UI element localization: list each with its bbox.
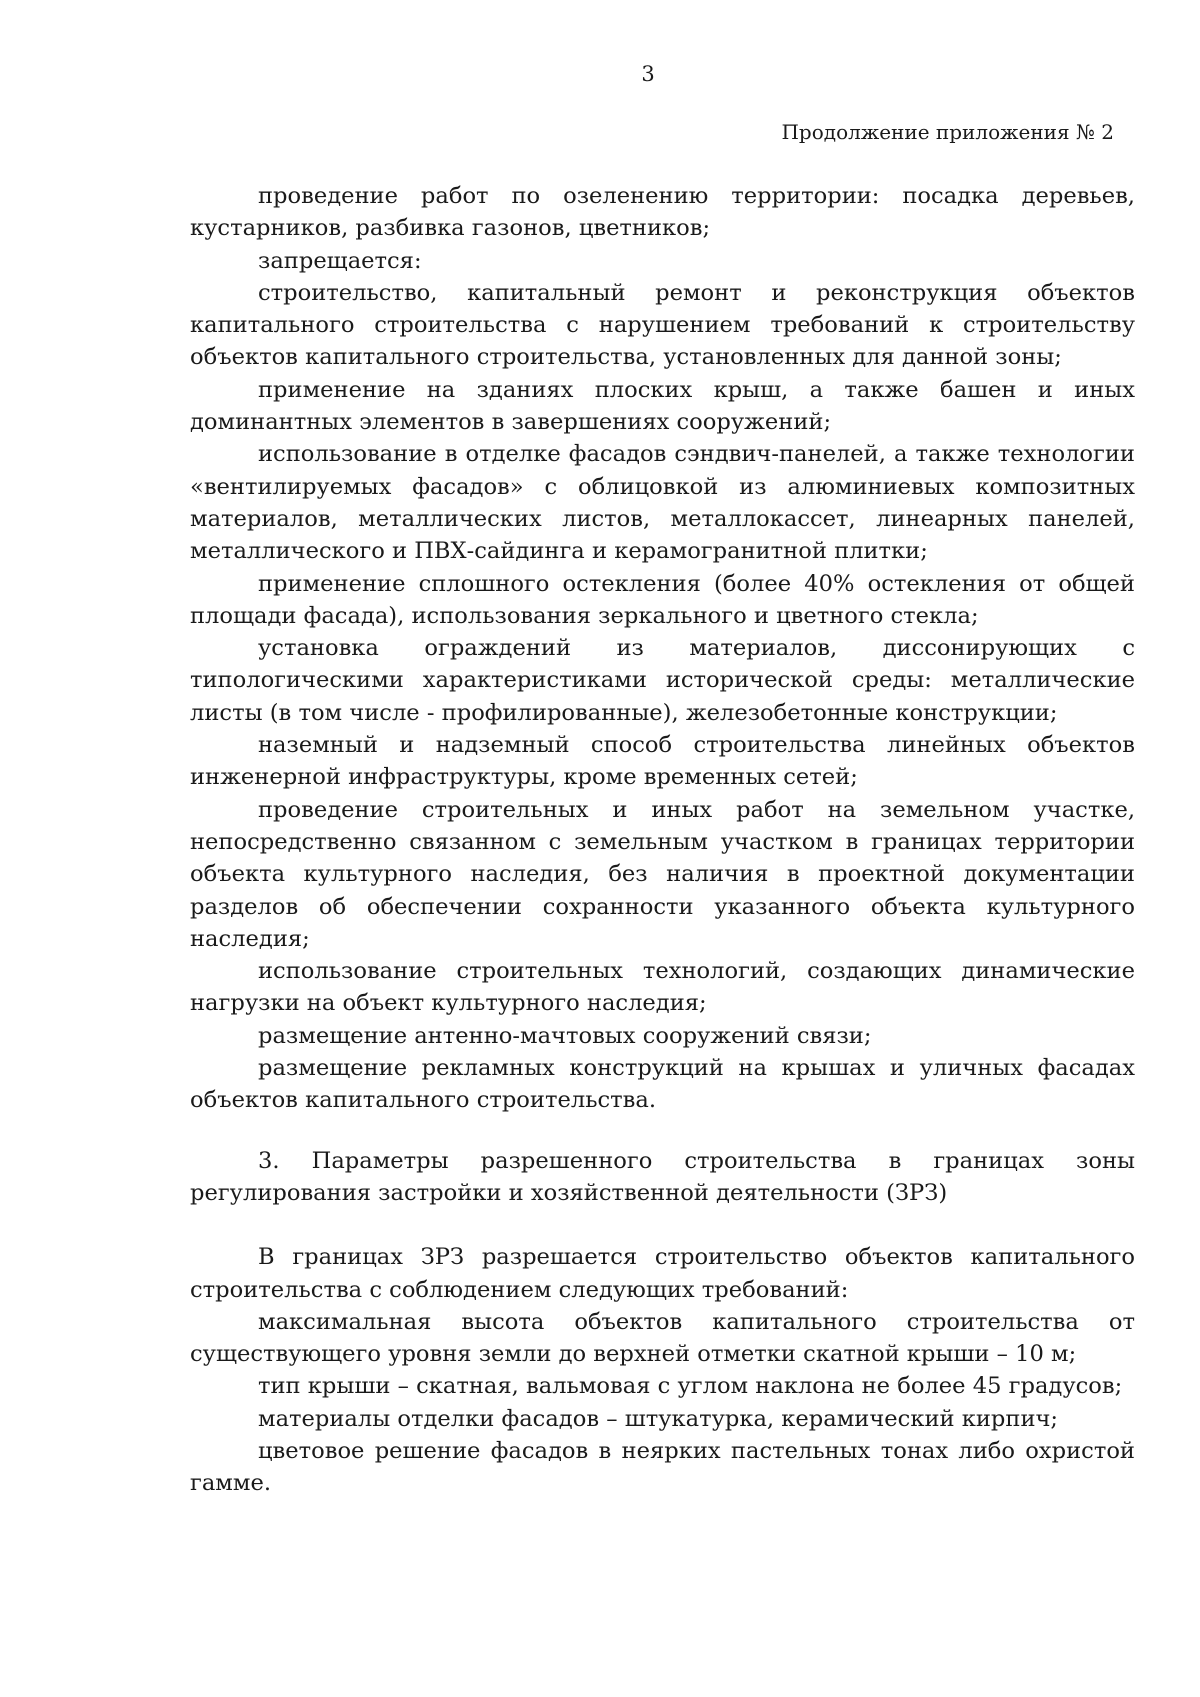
paragraph-roof-type: тип крыши – скатная, вальмовая с углом наклона не более 45 градусов; xyxy=(258,1373,1123,1400)
paragraph-prohibited-label: запрещается: xyxy=(258,247,422,274)
paragraph-facade-materials: материалы отделки фасадов – штукатурка, керамический кирпич; xyxy=(258,1405,1059,1432)
page-number: 3 xyxy=(641,62,655,86)
paragraph-glazing: применение сплошного остекления (более 40% остекления от общей площади фасада), использования зеркального и цветного стекла; xyxy=(190,570,1135,629)
document-body xyxy=(190,180,1135,1500)
paragraph-works-on-land: проведение строительных и иных работ на земельном участке, непосредственно связанном с земельным участком в границах территории объекта культурного наследия, без наличия в проектной документации разделов об обеспечении сохранности указанного объекта культурного наследия; xyxy=(190,796,1135,952)
paragraph-antenna-masts: размещение антенно-мачтовых сооружений связи; xyxy=(258,1022,872,1049)
paragraph-linear-objects: наземный и надземный способ строительства линейных объектов инженерной инфраструктуры, кроме временных сетей; xyxy=(190,732,1135,791)
paragraph-color-scheme: цветовое решение фасадов в неярких пастельных тонах либо охристой гамме. xyxy=(190,1437,1135,1497)
paragraph-max-height: максимальная высота объектов капитального строительства от существующего уровня земли до верхней отметки скатной крыши – 10 м; xyxy=(190,1308,1135,1368)
paragraph-greening: проведение работ по озеленению территории: посадка деревьев, кустарников, разбивка газонов, цветников; xyxy=(190,183,1135,242)
section-heading: 3. Параметры разрешенного строительства в границах зоны регулирования застройки и хозяйственной деятельности (ЗРЗ) xyxy=(190,1147,1135,1206)
paragraph-construction-violation: строительство, капитальный ремонт и реконструкция объектов капитального строительства с нарушением требований к строительству объектов капитального строительства, установленных для данной зоны; xyxy=(190,279,1135,371)
paragraph-sandwich-panels: использование в отделке фасадов сэндвич-панелей, а также технологии «вентилируемых фасадов» с облицовкой из алюминиевых композитных материалов, металлических листов, металлокассет, линеарных панелей, металлического и ПВХ-сайдинга и керамогранитной плитки; xyxy=(190,441,1135,565)
paragraph-advertising: размещение рекламных конструкций на крышах и уличных фасадах объектов капитального строительства. xyxy=(190,1055,1135,1114)
appendix-continuation-note: Продолжение приложения № 2 xyxy=(781,120,1114,144)
paragraph-fences: установка ограждений из материалов, диссонирующих с типологическими характеристиками исторической среды: металлические листы (в том числе - профилированные), железобетонные конструкции; xyxy=(190,635,1135,726)
paragraph-flat-roofs: применение на зданиях плоских крыш, а также башен и иных доминантных элементов в завершениях сооружений; xyxy=(190,376,1135,436)
paragraph-dynamic-loads: использование строительных технологий, создающих динамические нагрузки на объект культурного наследия; xyxy=(190,958,1135,1017)
section-intro: В границах ЗРЗ разрешается строительство объектов капитального строительства с соблюдением следующих требований: xyxy=(190,1244,1135,1303)
